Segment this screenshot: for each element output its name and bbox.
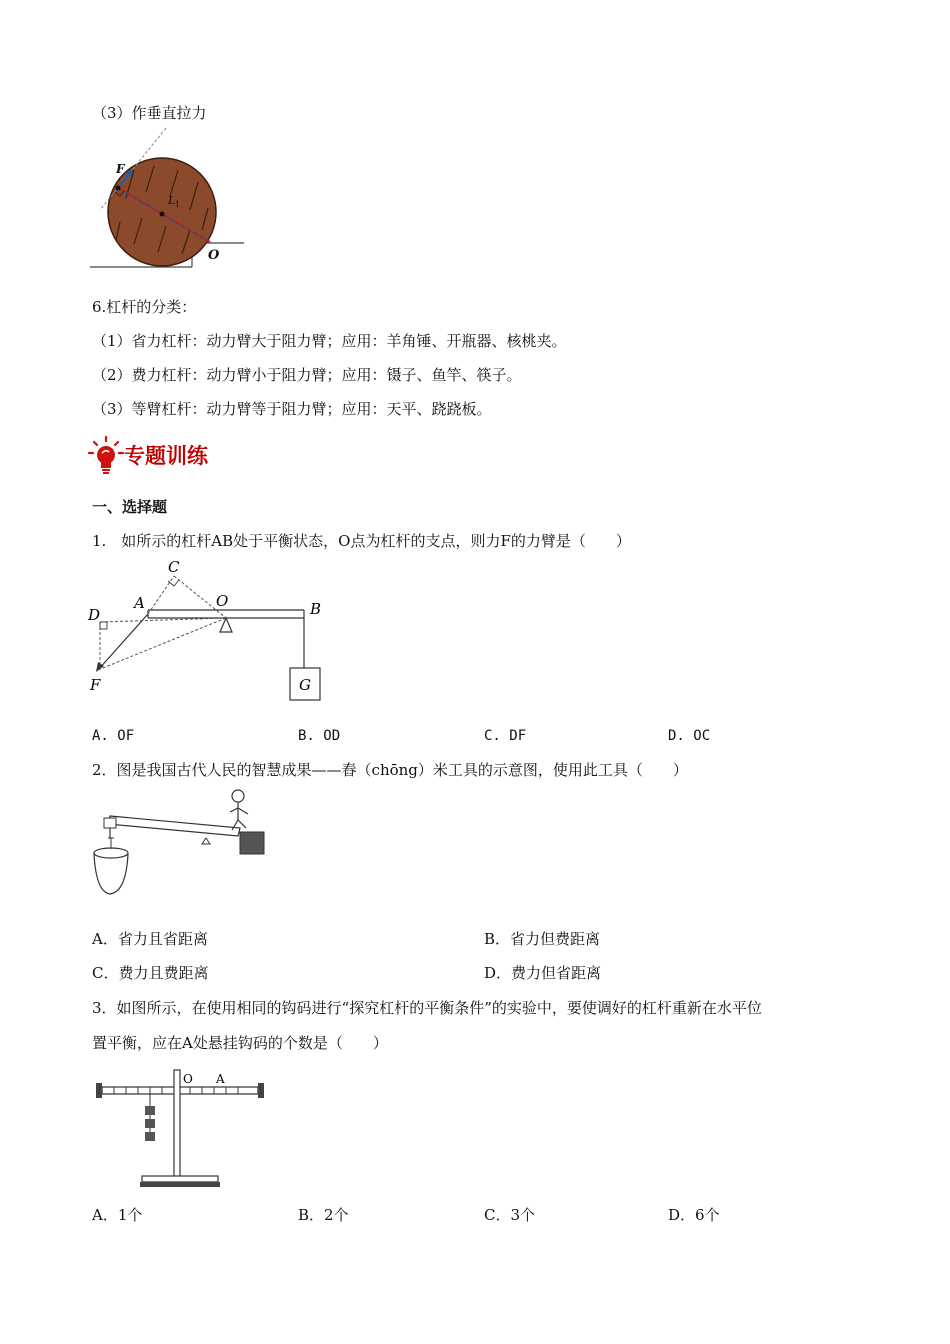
point-b-label: B <box>310 600 322 618</box>
classification-item: （3）等臂杠杆：动力臂等于阻力臂；应用：天平、跷跷板。 <box>92 400 492 418</box>
weight-g-label: G <box>299 676 311 694</box>
arm-label: L <box>168 194 176 207</box>
option-d[interactable]: D. OC <box>668 728 711 744</box>
step3-label: （3）作垂直拉力 <box>92 104 207 122</box>
question-1-stem: 1. 如所示的杠杆AB处于平衡状态，O点为杠杆的支点，则力F的力臂是（ ） <box>92 532 631 550</box>
force-label: F <box>116 162 125 176</box>
lightbulb-icon <box>88 436 124 474</box>
question-2-stem: 2．图是我国古代人民的智慧成果——舂（chōng）米工具的示意图，使用此工具（ ） <box>92 761 688 779</box>
option-a[interactable]: A. OF <box>92 728 135 744</box>
point-o-label: O <box>216 592 229 610</box>
option-d[interactable]: D．6个 <box>668 1206 720 1224</box>
classification-item: （1）省力杠杆：动力臂大于阻力臂；应用：羊角锤、开瓶器、核桃夹。 <box>92 332 567 350</box>
force-f-label: F <box>90 676 101 694</box>
lever-ab-figure <box>86 556 336 706</box>
option-b[interactable]: B．2个 <box>298 1206 349 1224</box>
option-c[interactable]: C. DF <box>484 728 527 744</box>
wheel-lever-figure <box>86 126 246 276</box>
part-title: 一、选择题 <box>92 498 168 516</box>
arm-subscript: 1 <box>175 200 181 209</box>
pivot-label: O <box>208 248 220 263</box>
option-c[interactable]: C．3个 <box>484 1206 536 1224</box>
classification-item: （2）费力杠杆：动力臂小于阻力臂；应用：镊子、鱼竿、筷子。 <box>92 366 522 384</box>
point-d-label: D <box>88 606 101 624</box>
option-d[interactable]: D．费力但省距离 <box>484 964 602 982</box>
section6-title: 6.杠杆的分类： <box>92 298 197 316</box>
point-a-label: A <box>134 594 145 612</box>
point-a-label: A <box>216 1072 225 1086</box>
option-a[interactable]: A．省力且省距离 <box>92 930 208 948</box>
rice-pounder-figure <box>88 786 278 898</box>
section-title: 专题训练 <box>124 444 208 468</box>
lever-balance-figure <box>92 1066 272 1190</box>
question-3-stem-line1: 3．如图所示，在使用相同的钩码进行“探究杠杆的平衡条件”的实验中，要使调好的杠杆重新在水平位 <box>92 999 762 1017</box>
pivot-o-label: O <box>183 1072 193 1086</box>
option-c[interactable]: C．费力且费距离 <box>92 964 209 982</box>
question-3-stem-line2: 置平衡，应在A处悬挂钩码的个数是（ ） <box>92 1034 388 1052</box>
point-c-label: C <box>168 558 180 576</box>
option-a[interactable]: A．1个 <box>92 1206 143 1224</box>
option-b[interactable]: B．省力但费距离 <box>484 930 601 948</box>
option-b[interactable]: B. OD <box>298 728 341 744</box>
